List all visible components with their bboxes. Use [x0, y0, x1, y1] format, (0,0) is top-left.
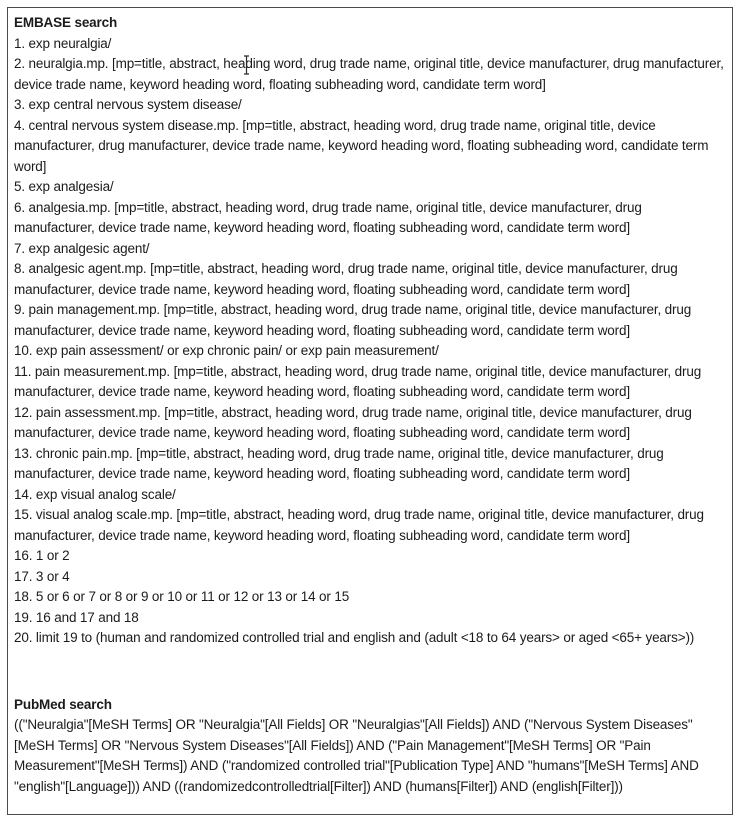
embase-line-10: 10. exp pain assessment/ or exp chronic pain/ or exp pain measurement/ [14, 343, 439, 358]
pubmed-query: (("Neuralgia"[MeSH Terms] OR "Neuralgia"[All Fields] OR "Neuralgias"[All Fields]) AND ("Nervous System Diseases"[MeSH Terms] OR "Nervous System Diseases"[All Fields]) AND ("Pain Management"[MeSH Terms] OR "Pain Measurement"[MeSH Terms]) AND ("randomized controlled trial"[Publication Type] AND "humans"[MeSH Terms] AND "english"[Language])) AND ((randomizedcontrolledtrial[Filter]) AND (humans[Filter]) AND (english[Filter])) [14, 717, 699, 794]
embase-line-19: 19. 16 and 17 and 18 [14, 609, 139, 625]
pubmed-heading: PubMed search [14, 696, 112, 712]
embase-line-16: 16. 1 or 2 [14, 548, 70, 563]
embase-line-1: 1. exp neuralgia/ [14, 35, 112, 51]
embase-line-3: 3. exp central nervous system disease/ [14, 97, 242, 112]
embase-line-9: 9. pain management.mp. [mp=title, abstract, heading word, drug trade name, original title, device manufacturer, drug manufacturer, device trade name, keyword heading word, floating subheading word, candidate term word] [14, 302, 692, 338]
document-frame [7, 7, 733, 815]
embase-line-15: 15. visual analog scale.mp. [mp=title, abstract, heading word, drug trade name, original title, device manufacturer, drug manufacturer, device trade name, keyword heading word, floating subheading word, candidate term word] [14, 507, 704, 543]
embase-line-20: 20. limit 19 to (human and randomized controlled trial and english and (adult <18 to 64 years> or aged <65+ years>)) [14, 630, 695, 645]
embase-line-14: 14. exp visual analog scale/ [14, 486, 176, 502]
embase-line-4: 4. central nervous system disease.mp. [mp=title, abstract, heading word, drug trade name, original title, device manufacturer, drug manufacturer, device trade name, keyword heading word, floating subheading word, candidate term word] [14, 117, 709, 174]
embase-heading: EMBASE search [14, 15, 118, 30]
embase-line-11: 11. pain measurement.mp. [mp=title, abstract, heading word, drug trade name, original title, device manufacturer, drug manufacturer, device trade name, keyword heading word, floating subheading word, candidate term word] [14, 363, 702, 399]
embase-line-2: 2. neuralgia.mp. [mp=title, abstract, heading word, drug trade name, original title, device manufacturer, drug manufacturer, device trade name, keyword heading word, floating subheading word, candidate term word] [14, 56, 724, 92]
embase-line-7: 7. exp analgesic agent/ [14, 240, 150, 256]
embase-line-18: 18. 5 or 6 or 7 or 8 or 9 or 10 or 11 or 12 or 13 or 14 or 15 [14, 589, 350, 604]
embase-line-13: 13. chronic pain.mp. [mp=title, abstract, heading word, drug trade name, original title, device manufacturer, drug manufacturer, device trade name, keyword heading word, floating subheading word, candidate term word] [14, 445, 664, 481]
embase-line-6: 6. analgesia.mp. [mp=title, abstract, heading word, drug trade name, original title, device manufacturer, drug manufacturer, device trade name, keyword heading word, floating subheading word, candidate term word] [14, 199, 642, 235]
embase-line-12: 12. pain assessment.mp. [mp=title, abstract, heading word, drug trade name, original title, device manufacturer, drug manufacturer, device trade name, keyword heading word, floating subheading word, candidate term word] [14, 404, 692, 440]
section-gap [14, 649, 724, 695]
embase-line-8: 8. analgesic agent.mp. [mp=title, abstract, heading word, drug trade name, original title, device manufacturer, drug manufacturer, device trade name, keyword heading word, floating subheading word, candidate term word] [14, 261, 678, 297]
embase-line-5: 5. exp analgesia/ [14, 179, 114, 194]
embase-line-17: 17. 3 or 4 [14, 568, 70, 584]
